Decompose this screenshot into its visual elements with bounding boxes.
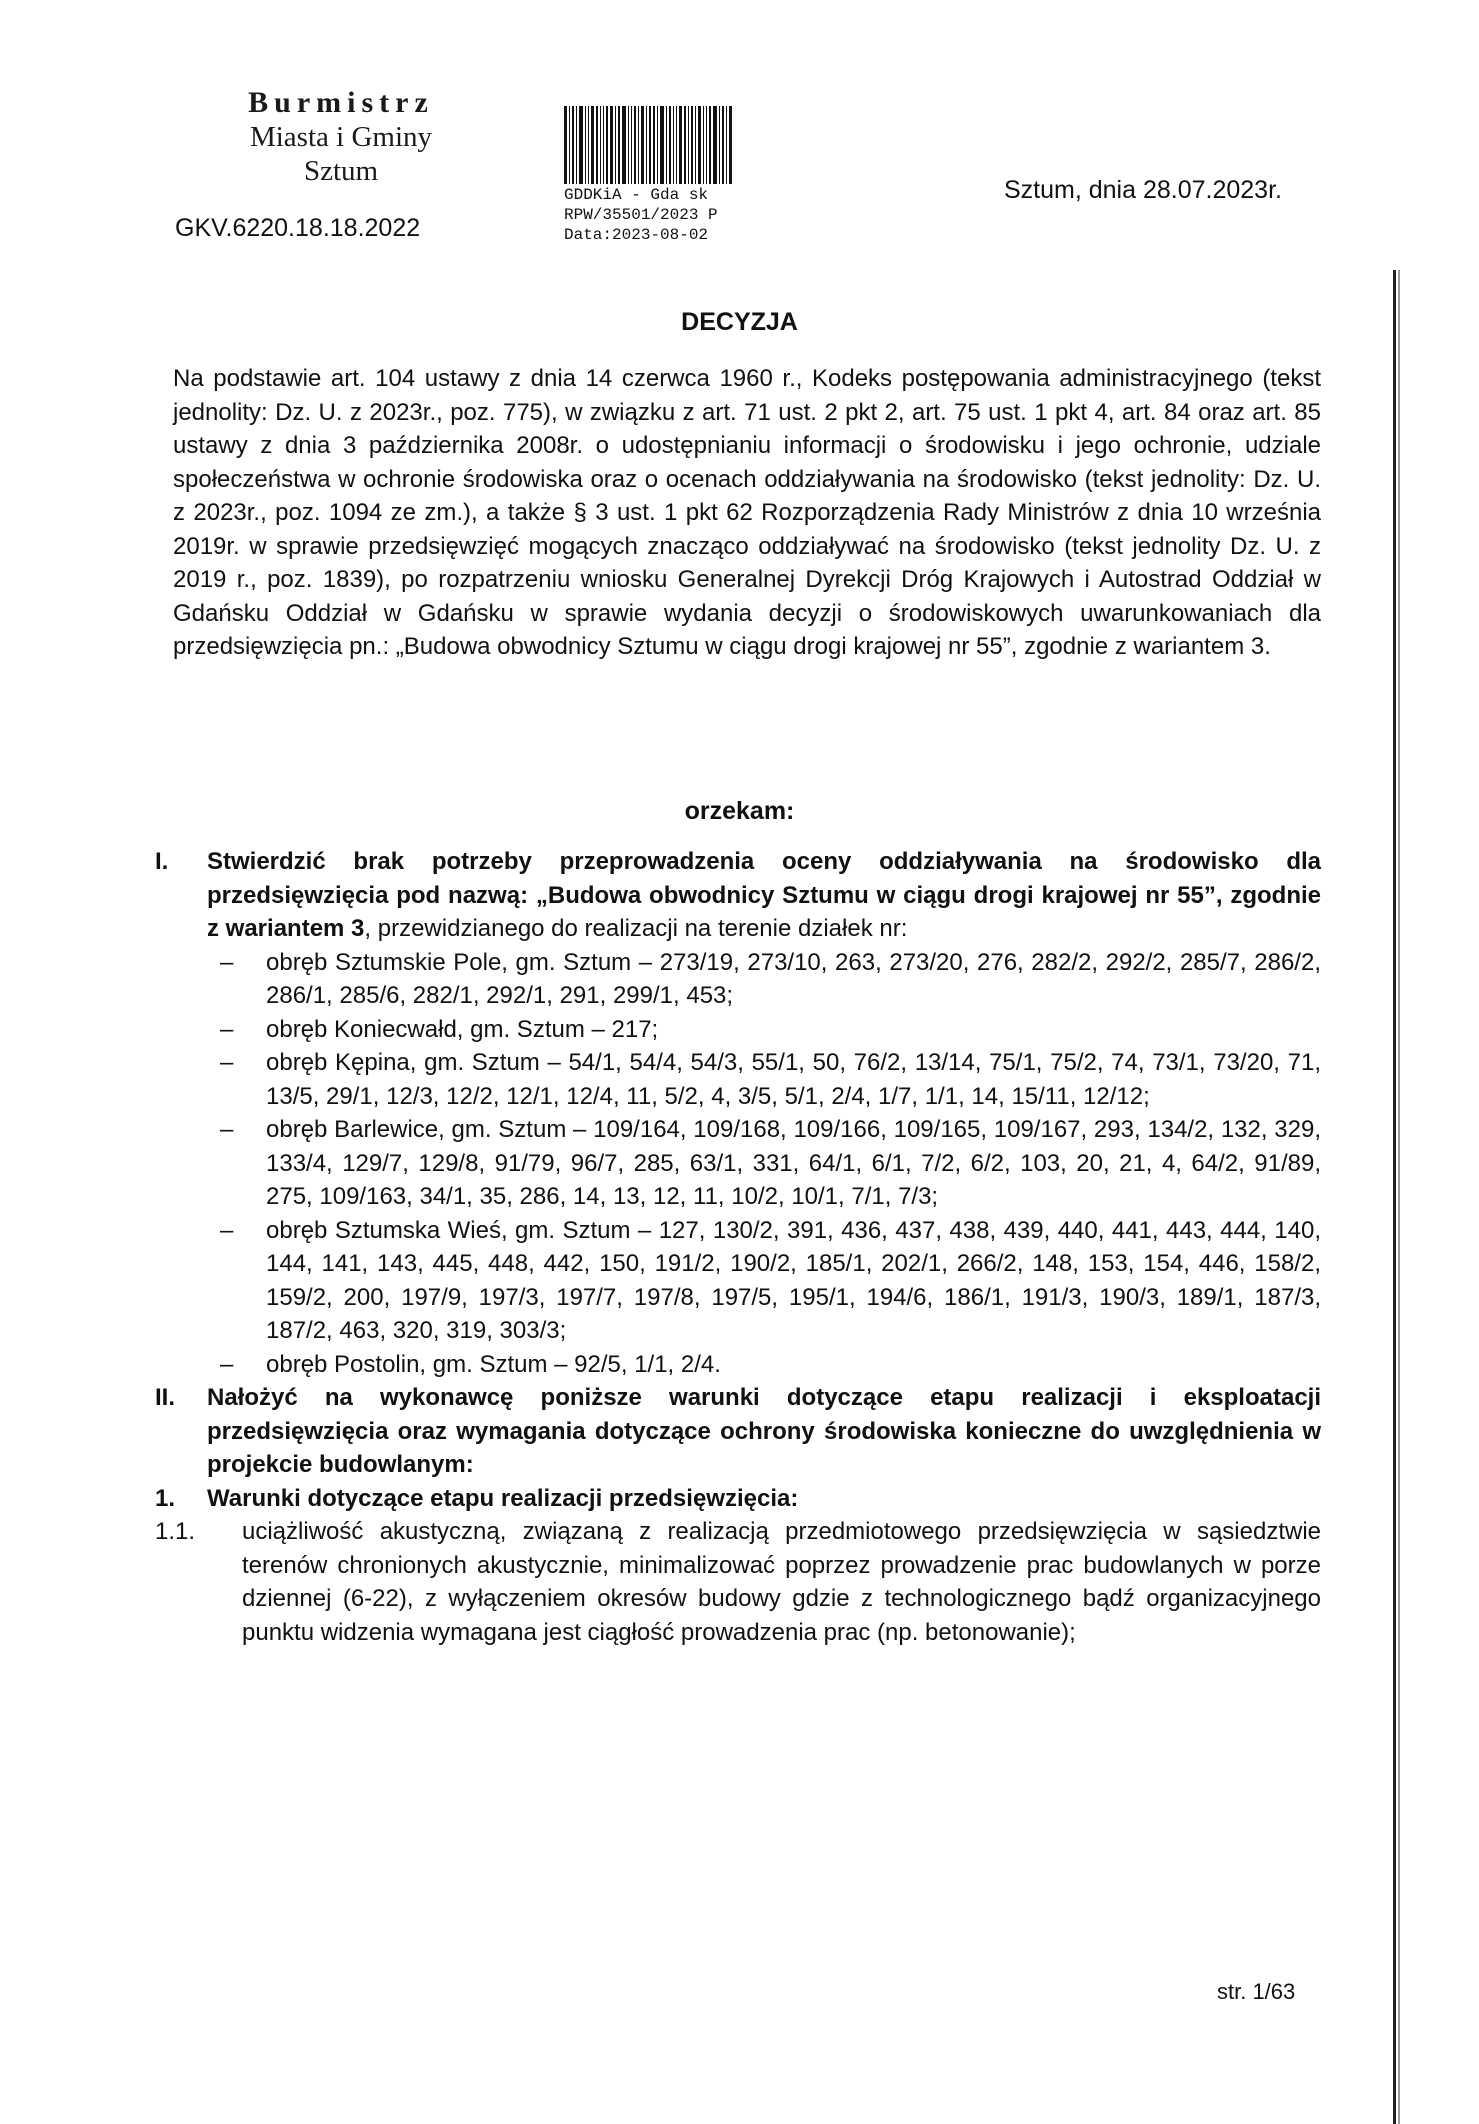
section-II-text: Nałożyć na wykonawcę poniższe warunki dotyczące etapu realizacji i eksploatacji przedsięwzięcia oraz wymagania dotyczące ochrony środowiska konieczne do uwzględnienia w projekcie budowlanym: <box>207 1384 1321 1478</box>
barcode-bar <box>596 106 598 184</box>
parcel-item-text: obręb Sztumskie Pole, gm. Sztum – 273/19, 273/10, 263, 273/20, 276, 282/2, 292/2, 285/7, 286/2, 286/1, 285/6, 282/1, 292/1, 291, 299/1, 453; <box>266 948 1321 1009</box>
dash-bullet: – <box>220 1350 234 1378</box>
point-1-number: 1. <box>155 1484 176 1512</box>
case-reference: GKV.6220.18.18.2022 <box>175 214 421 242</box>
barcode-bar <box>618 106 620 184</box>
barcode-bar <box>695 106 696 184</box>
section-I-number: I. <box>155 848 169 875</box>
point-1-1-number: 1.1. <box>155 1518 196 1545</box>
barcode-bar <box>698 106 701 184</box>
barcode-bar <box>722 106 724 184</box>
barcode-graphic <box>564 106 784 184</box>
barcode-bar <box>576 106 577 184</box>
list-item <box>220 946 1321 1013</box>
dash-bullet: – <box>220 1015 234 1043</box>
registry-line-2: RPW/35501/2023 P <box>564 206 718 224</box>
authority-line-3: Sztum <box>303 155 379 187</box>
barcode-bar <box>726 106 727 184</box>
list-item <box>220 1113 1321 1214</box>
parcel-list <box>220 946 1321 1382</box>
dash-bullet: – <box>220 1049 234 1076</box>
scan-edge-shadow <box>1398 270 1400 2124</box>
point-1-1-text: uciążliwość akustyczną, związaną z realizacją przedmiotowego przedsięwzięcia w sąsiedztwie terenów chronionych akustycznie, minimalizować poprzez prowadzenie prac budowlanych w porze dziennej (6-22), z wyłączeniem okresów budowy gdzie z technologicznego bądź organizacyjnego punktu widzenia wymagana jest ciągłość prowadzenia prac (np. betonowanie); <box>242 1518 1321 1646</box>
authority-line-2: Miasta i Gminy <box>249 121 433 153</box>
barcode-bar <box>706 106 707 184</box>
barcode-bar <box>615 106 616 184</box>
parcel-item-text: obręb Sztumska Wieś, gm. Sztum – 127, 130/2, 391, 436, 437, 438, 439, 440, 441, 443, 444, 140, 144, 141, 143, 445, 448, 442, 150, 191/2, 190/2, 185/1, 202/1, 266/2, 148, 153, 154, 446, 158/2, 159/2, 200, 197/9, 197/3, 197/7, 197/8, 197/5, 195/1, 194/6, 186/1, 191/3, 190/3, 189/1, 187/3, 187/2, 463, 320, 319, 303/3; <box>266 1216 1321 1344</box>
barcode-bar <box>579 106 583 184</box>
section-II-number: II. <box>155 1384 176 1411</box>
barcode-bar <box>628 106 629 184</box>
legal-basis-text: Na podstawie art. 104 ustawy z dnia 14 czerwca 1960 r., Kodeks postępowania administracyjnego (tekst jednolity: Dz. U. z 2023r., poz. 775), w związku z art. 71 ust. 2 pkt 2, art. 75 ust. 1 pkt 4, art. 84 oraz art. 85 ustawy z dnia 3 października 2008r. o udostępnianiu informacji o środowisku i jego ochronie, udziale społeczeństwa w ochronie środowiska oraz o ocenach oddziaływania na środowisko (tekst jednolity: Dz. U. z 2023r., poz. 1094 ze zm.), a także § 3 ust. 1 pkt 62 Rozporządzenia Rady Ministrów z dnia 10 września 2019r. w sprawie przedsięwzięć mogących znacząco oddziaływać na środowisko (tekst jednolity Dz. U. z 2019 r., poz. 1839), po rozpatrzeniu wniosku Generalnej Dyrekcji Dróg Krajowych i Autostrad Oddział w Gdańsku Oddział w Gdańsku w sprawie wydania decyzji o środowiskowych uwarunkowaniach dla przedsięwzięcia pn.: „Budowa obwodnicy Sztumu w ciągu drogi krajowej nr 55”, zgodnie z wariantem 3. <box>173 365 1321 660</box>
barcode-bar <box>634 106 636 184</box>
barcode-bar <box>729 106 732 184</box>
list-item <box>220 1046 1321 1113</box>
list-item <box>220 1348 1321 1382</box>
barcode-bar <box>669 106 671 184</box>
barcode-bar <box>600 106 601 184</box>
barcode-bar <box>679 106 682 184</box>
section-I-bold-text: Stwierdzić brak potrzeby przeprowadzenia oceny oddziaływania na środowisko dla przedsięwzięcia pod nazwą: „Budowa obwodnicy Sztumu w ciągu drogi krajowej nr 55”, zgodnie z wariantem 3 <box>207 848 1321 942</box>
barcode-bar <box>641 106 644 184</box>
authority-line-1: Burmistrz <box>248 86 434 119</box>
dash-bullet: – <box>220 1216 234 1244</box>
section-I <box>155 845 1321 1649</box>
decision-heading: orzekam: <box>684 797 795 825</box>
place-and-date: Sztum, dnia 28.07.2023r. <box>1004 176 1282 204</box>
section-I-text: , przewidzianego do realizacji na terenie działek nr: <box>364 915 908 942</box>
barcode-bar <box>603 106 604 184</box>
barcode-bar <box>631 106 632 184</box>
barcode-bar <box>606 106 608 184</box>
section-II <box>155 1381 1321 1482</box>
point-1-1 <box>155 1515 1321 1649</box>
barcode-bar <box>719 106 720 184</box>
barcode-bar <box>688 106 689 184</box>
dash-bullet: – <box>220 1116 234 1143</box>
barcode-bar <box>657 106 658 184</box>
barcode-bar <box>676 106 677 184</box>
authority-stamp <box>196 86 486 188</box>
parcel-item-text: obręb Postolin, gm. Sztum – 92/5, 1/1, 2/4. <box>266 1350 721 1378</box>
barcode-bar <box>638 106 639 184</box>
barcode-bar <box>591 106 594 184</box>
dash-bullet: – <box>220 948 234 976</box>
barcode-bar <box>588 106 589 184</box>
page-number: str. 1/63 <box>1217 1979 1296 2004</box>
scan-edge-line <box>1393 270 1396 2124</box>
barcode-bar <box>646 106 647 184</box>
parcel-item-text: obręb Kępina, gm. Sztum – 54/1, 54/4, 54/3, 55/1, 50, 76/2, 13/14, 75/1, 75/2, 74, 73/1, 73/20, 71, 13/5, 29/1, 12/3, 12/2, 12/1, 12/4, 11, 5/2, 4, 3/5, 5/1, 2/4, 1/7, 1/1, 14, 15/11, 12/12; <box>266 1049 1321 1110</box>
parcel-item-text: obręb Barlewice, gm. Sztum – 109/164, 109/168, 109/166, 109/165, 109/167, 293, 134/2, 132, 329, 133/4, 129/7, 129/8, 91/79, 96/7, 285, 63/1, 331, 64/1, 6/1, 7/2, 6/2, 103, 20, 21, 4, 64/2, 91/89, 275, 109/163, 34/1, 35, 286, 14, 13, 12, 11, 10/2, 10/1, 7/1, 7/3; <box>266 1116 1321 1210</box>
registry-stamp <box>564 106 784 244</box>
barcode-bar <box>703 106 704 184</box>
barcode-bar <box>713 106 717 184</box>
barcode-bar <box>673 106 674 184</box>
document-title: DECYZJA <box>681 308 798 336</box>
barcode-bar <box>684 106 686 184</box>
registry-line-1: GDDKiA - Gda sk <box>564 186 709 204</box>
registry-line-3: Data:2023-08-02 <box>564 226 709 244</box>
barcode-bar <box>572 106 574 184</box>
parcel-item-text: obręb Koniecwałd, gm. Sztum – 217; <box>266 1015 659 1043</box>
list-item <box>220 1013 1321 1047</box>
legal-basis-paragraph <box>173 362 1321 664</box>
barcode-bar <box>666 106 667 184</box>
barcode-bar <box>649 106 651 184</box>
barcode-bar <box>569 106 570 184</box>
barcode-bar <box>564 106 567 184</box>
list-item <box>220 1214 1321 1348</box>
barcode-bar <box>610 106 613 184</box>
point-1 <box>155 1482 1321 1516</box>
barcode-bar <box>691 106 693 184</box>
barcode-bar <box>709 106 711 184</box>
barcode-bar <box>585 106 586 184</box>
barcode-bar <box>660 106 664 184</box>
point-1-text: Warunki dotyczące etapu realizacji przedsięwzięcia: <box>207 1484 799 1512</box>
barcode-bar <box>653 106 655 184</box>
barcode-bar <box>622 106 626 184</box>
